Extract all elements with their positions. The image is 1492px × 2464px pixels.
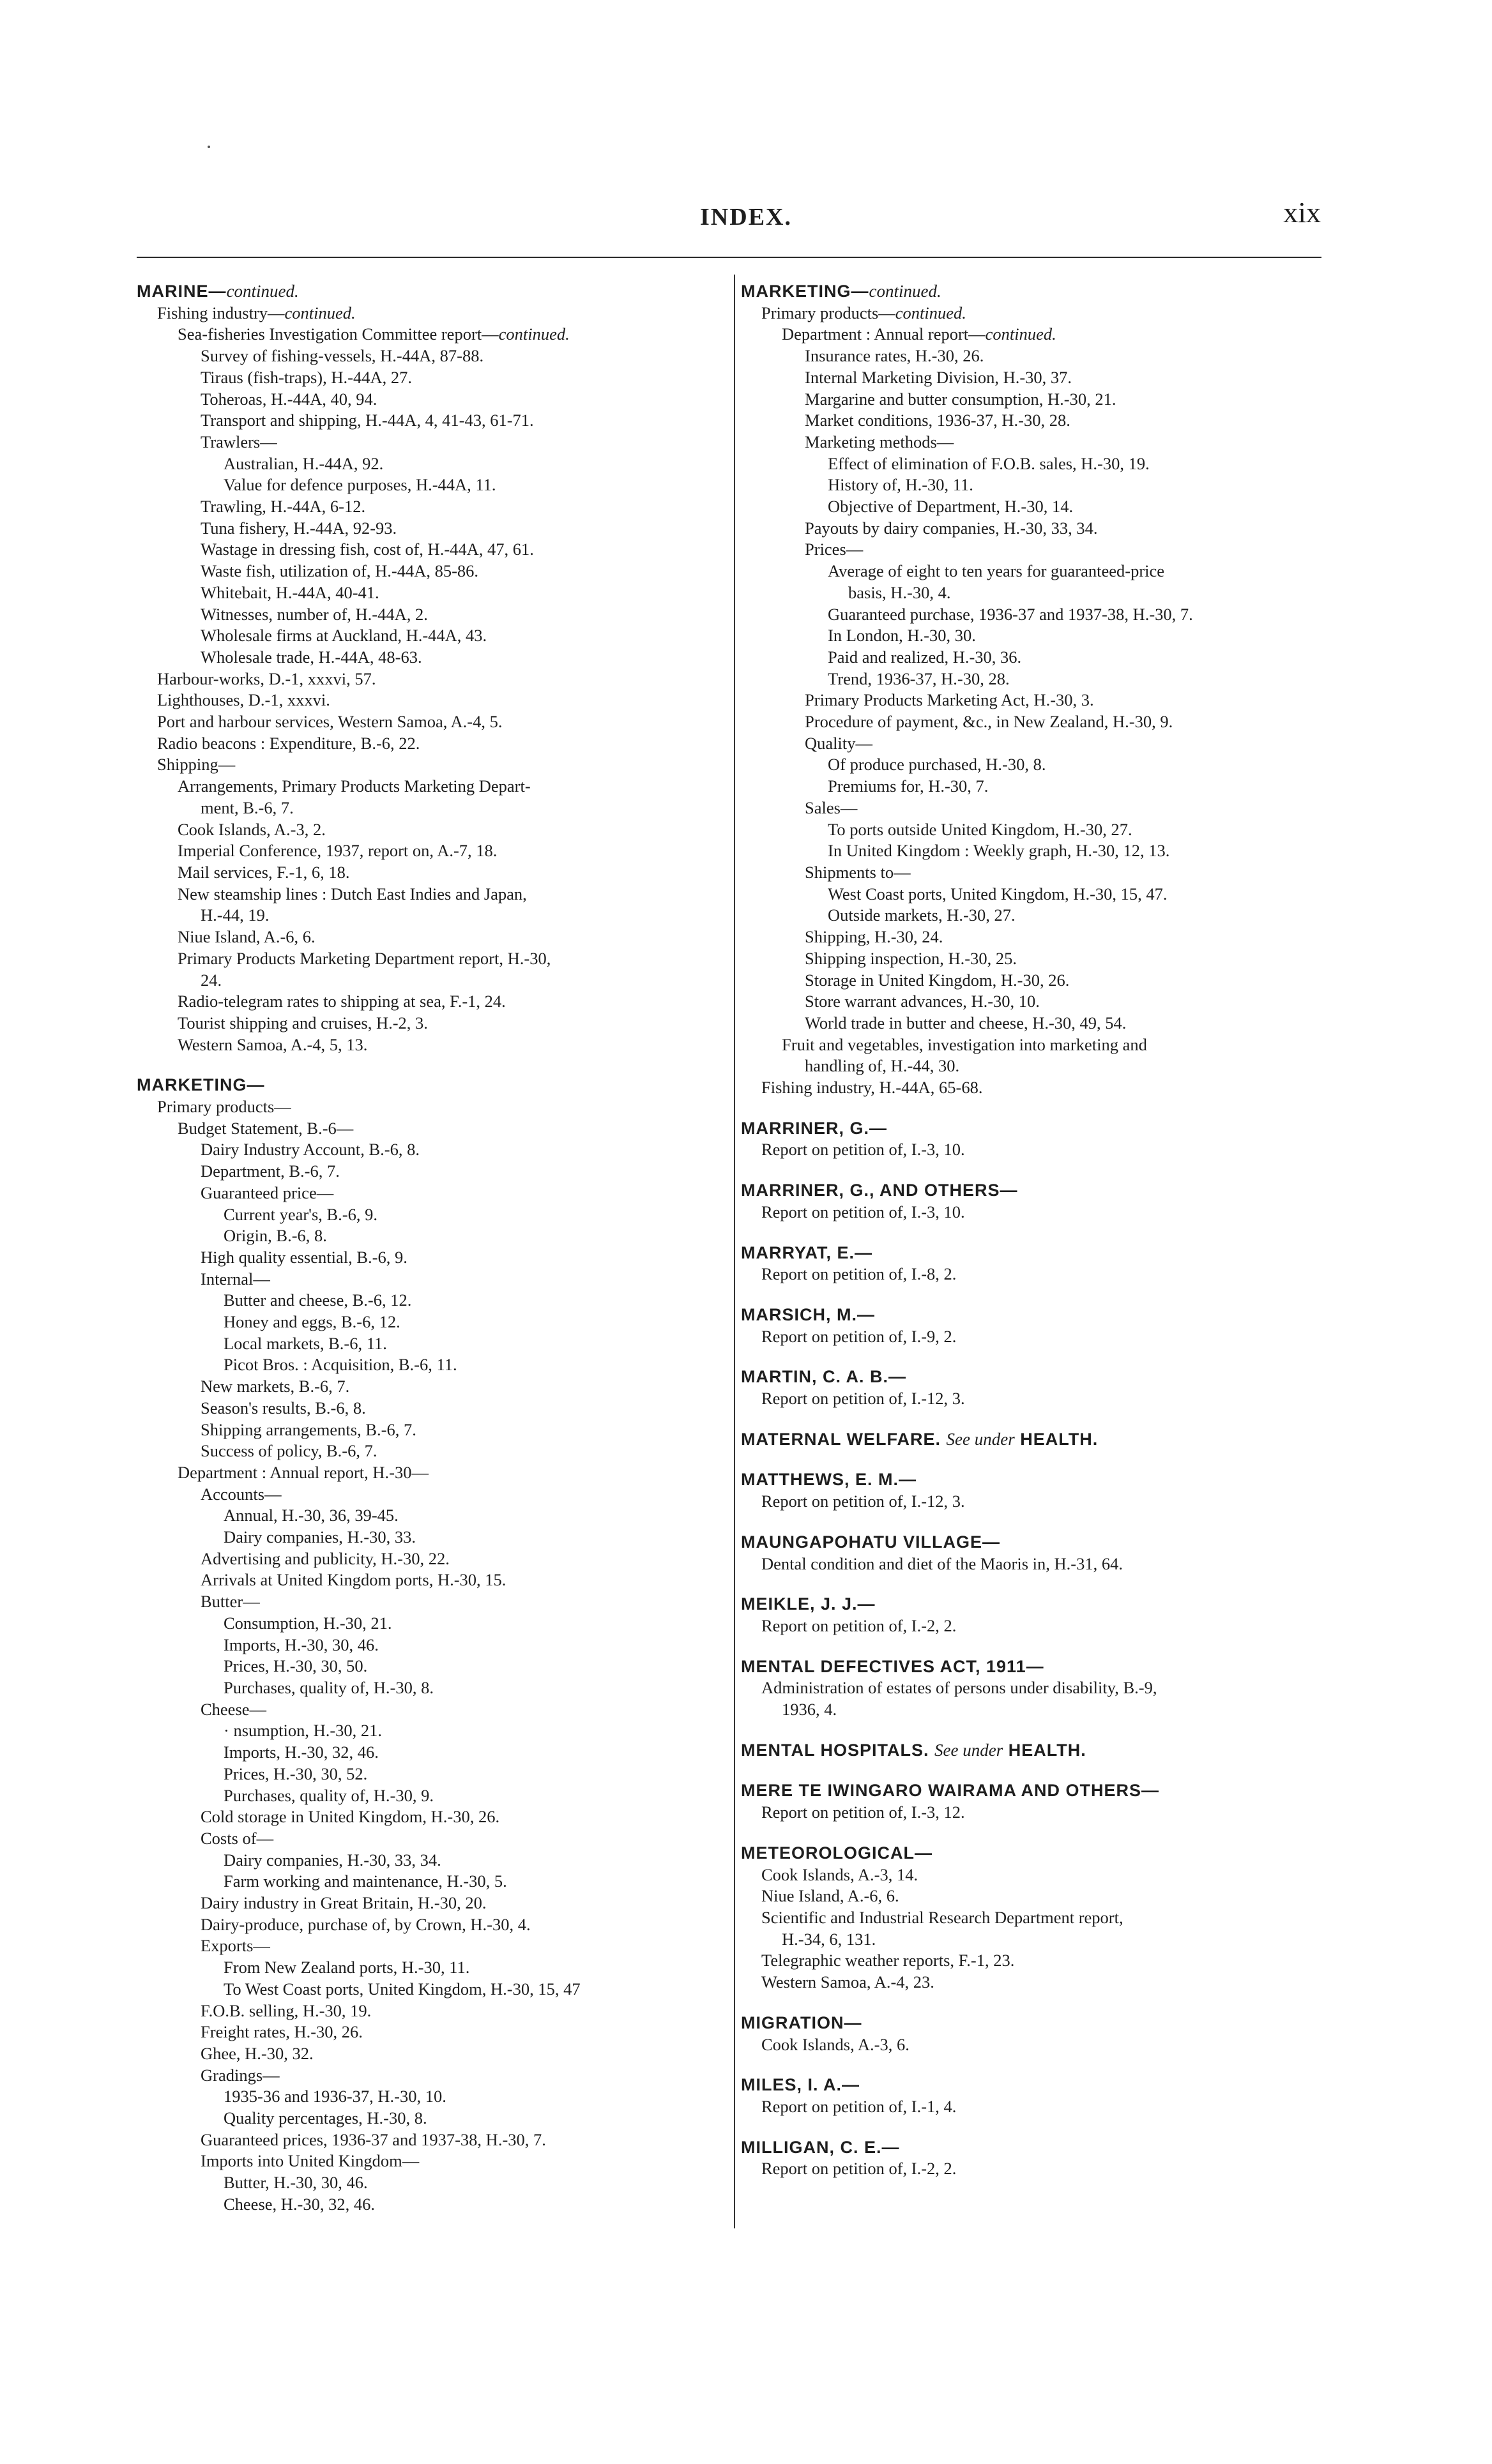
index-entry: Quality— [805, 733, 872, 753]
index-heading: METEOROLOGICAL— [741, 1843, 933, 1863]
index-entry: Purchases, quality of, H.-30, 9. [224, 1785, 434, 1805]
index-heading: MARTIN, C. A. B.— [741, 1367, 906, 1387]
index-entry: Premiums for, H.-30, 7. [828, 776, 989, 796]
index-entry: Honey and eggs, B.-6, 12. [224, 1312, 400, 1332]
index-entry: Administration of estates of persons under disability, B.-9, [761, 1678, 1157, 1698]
index-entry: Butter, H.-30, 30, 46. [224, 2173, 368, 2193]
index-entry: Report on petition of, I.-2, 2. [761, 2159, 957, 2179]
index-heading: MARRINER, G.— [741, 1118, 887, 1138]
index-entry: History of, H.-30, 11. [828, 475, 973, 495]
index-entry: Sea-fisheries Investigation Committee report—continued. [178, 324, 570, 344]
index-entry: · nsumption, H.-30, 21. [224, 1721, 383, 1741]
index-entry: Department, B.-6, 7. [201, 1161, 340, 1181]
index-entry: In United Kingdom : Weekly graph, H.-30, 12, 13. [828, 841, 1170, 861]
index-entry: Annual, H.-30, 36, 39-45. [224, 1506, 399, 1525]
index-entry: In London, H.-30, 30. [828, 626, 976, 646]
index-entry: Effect of elimination of F.O.B. sales, H.-30, 19. [828, 453, 1150, 473]
index-entry: Tiraus (fish-traps), H.-44A, 27. [201, 367, 412, 387]
index-entry: Primary products— [157, 1097, 291, 1117]
index-entry: Storage in United Kingdom, H.-30, 26. [805, 970, 1070, 990]
index-entry: Marketing methods— [805, 432, 954, 451]
index-entry: Sales— [805, 797, 858, 817]
index-entry: Report on petition of, I.-8, 2. [761, 1264, 957, 1284]
index-heading: MAUNGAPOHATU VILLAGE— [741, 1532, 1000, 1552]
index-entry: Fruit and vegetables, investigation into marketing and [782, 1034, 1147, 1054]
index-entry: ment, B.-6, 7. [201, 797, 294, 817]
index-entry: Quality percentages, H.-30, 8. [224, 2108, 427, 2128]
index-entry: Prices, H.-30, 30, 50. [224, 1656, 368, 1676]
index-entry: Niue Island, A.-6, 6. [178, 927, 316, 947]
index-heading: MARKETING—continued. [741, 282, 941, 301]
index-entry: Dairy industry in Great Britain, H.-30, 20. [201, 1893, 487, 1913]
index-entry: Report on petition of, I.-12, 3. [761, 1492, 965, 1511]
index-entry: Cheese, H.-30, 32, 46. [224, 2194, 375, 2214]
index-entry: Trend, 1936-37, H.-30, 28. [828, 669, 1010, 688]
index-heading: MILLIGAN, C. E.— [741, 2137, 900, 2157]
index-entry: Western Samoa, A.-4, 23. [761, 1972, 934, 1992]
index-entry: Fishing industry—continued. [157, 303, 356, 322]
index-entry: Picot Bros. : Acquisition, B.-6, 11. [224, 1355, 457, 1375]
index-entry: Niue Island, A.-6, 6. [761, 1886, 899, 1906]
index-entry: Shipments to— [805, 862, 911, 882]
index-entry: Prices, H.-30, 30, 52. [224, 1764, 368, 1783]
index-entry: Cheese— [201, 1699, 267, 1719]
index-heading: MARSICH, M.— [741, 1304, 875, 1324]
column-divider [734, 275, 735, 2228]
index-heading: MARINE—continued. [137, 282, 299, 301]
index-entry: Arrivals at United Kingdom ports, H.-30, 15. [201, 1570, 506, 1590]
index-entry: Advertising and publicity, H.-30, 22. [201, 1548, 450, 1568]
index-entry: Report on petition of, I.-3, 10. [761, 1202, 965, 1221]
index-entry: Waste fish, utilization of, H.-44A, 85-86. [201, 561, 479, 581]
index-entry: Report on petition of, I.-1, 4. [761, 2096, 957, 2116]
index-entry: West Coast ports, United Kingdom, H.-30, 15, 47. [828, 884, 1168, 903]
index-entry: Wholesale trade, H.-44A, 48-63. [201, 647, 422, 667]
index-entry: Average of eight to ten years for guaranteed-price [828, 561, 1165, 581]
index-entry: High quality essential, B.-6, 9. [201, 1247, 407, 1267]
index-entry: Current year's, B.-6, 9. [224, 1204, 378, 1224]
index-entry: New steamship lines : Dutch East Indies and Japan, [178, 884, 527, 903]
index-heading: MIGRATION— [741, 2013, 862, 2032]
index-entry: Telegraphic weather reports, F.-1, 23. [761, 1951, 1015, 1970]
index-entry: handling of, H.-44, 30. [805, 1056, 960, 1076]
index-entry: From New Zealand ports, H.-30, 11. [224, 1958, 470, 1977]
page-title: INDEX. [700, 204, 792, 231]
index-entry: Shipping— [157, 755, 236, 775]
index-entry: Objective of Department, H.-30, 14. [828, 497, 1074, 517]
index-entry: Whitebait, H.-44A, 40-41. [201, 582, 379, 602]
index-entry: H.-44, 19. [201, 905, 270, 925]
index-entry: Dairy companies, H.-30, 33. [224, 1527, 416, 1547]
index-entry: Costs of— [201, 1828, 274, 1848]
index-entry: Procedure of payment, &c., in New Zealand, H.-30, 9. [805, 712, 1173, 732]
index-entry: Accounts— [201, 1484, 282, 1504]
index-entry: Fishing industry, H.-44A, 65-68. [761, 1078, 983, 1098]
page-number: xix [1283, 196, 1321, 229]
index-entry: Guaranteed price— [201, 1183, 334, 1202]
index-entry: New markets, B.-6, 7. [201, 1377, 350, 1396]
index-entry: Market conditions, 1936-37, H.-30, 28. [805, 411, 1070, 430]
index-entry: Lighthouses, D.-1, xxxvi. [157, 690, 330, 710]
index-entry: To West Coast ports, United Kingdom, H.-30, 15, 47 [224, 1979, 581, 1999]
index-entry: Butter and cheese, B.-6, 12. [224, 1290, 412, 1310]
index-entry: Outside markets, H.-30, 27. [828, 905, 1016, 925]
index-entry: Shipping arrangements, B.-6, 7. [201, 1419, 416, 1439]
index-entry: Dairy-produce, purchase of, by Crown, H.-30, 4. [201, 1914, 531, 1934]
index-entry: 1935-36 and 1936-37, H.-30, 10. [224, 2087, 446, 2106]
index-entry: Gradings— [201, 2065, 280, 2085]
index-entry: Margarine and butter consumption, H.-30, 21. [805, 389, 1116, 409]
index-entry: Value for defence purposes, H.-44A, 11. [224, 475, 496, 495]
index-entry: Report on petition of, I.-9, 2. [761, 1326, 957, 1346]
index-entry: Report on petition of, I.-2, 2. [761, 1615, 957, 1635]
index-entry: Imports, H.-30, 32, 46. [224, 1742, 379, 1762]
index-entry: Wholesale firms at Auckland, H.-44A, 43. [201, 626, 487, 646]
index-entry: Prices— [805, 540, 864, 559]
index-entry: Tourist shipping and cruises, H.-2, 3. [178, 1013, 428, 1032]
index-entry: Trawling, H.-44A, 6-12. [201, 497, 366, 517]
index-entry: 1936, 4. [782, 1700, 837, 1720]
index-entry: Mail services, F.-1, 6, 18. [178, 862, 350, 882]
index-entry: Farm working and maintenance, H.-30, 5. [224, 1871, 507, 1891]
index-entry: Radio-telegram rates to shipping at sea, F.-1, 24. [178, 992, 506, 1011]
index-entry: Transport and shipping, H.-44A, 4, 41-43, 61-71. [201, 411, 534, 430]
index-entry: Dental condition and diet of the Maoris in, H.-31, 64. [761, 1553, 1123, 1573]
index-entry: Payouts by dairy companies, H.-30, 33, 34. [805, 518, 1098, 538]
index-entry: Ghee, H.-30, 32. [201, 2043, 314, 2063]
index-heading: MEIKLE, J. J.— [741, 1594, 876, 1614]
index-entry: Department : Annual report, H.-30— [178, 1462, 429, 1482]
index-entry: World trade in butter and cheese, H.-30, 49, 54. [805, 1013, 1127, 1032]
index-entry: Scientific and Industrial Research Department report, [761, 1908, 1123, 1927]
stray-mark [208, 146, 210, 148]
index-entry: Paid and realized, H.-30, 36. [828, 647, 1022, 667]
index-heading: MARKETING— [137, 1075, 265, 1095]
index-entry: Primary Products Marketing Department report, H.-30, [178, 948, 551, 968]
index-entry: Harbour-works, D.-1, xxxvi, 57. [157, 669, 376, 688]
index-entry: Exports— [201, 1936, 270, 1956]
right-column [741, 281, 1322, 2180]
index-entry: Shipping inspection, H.-30, 25. [805, 948, 1017, 968]
index-entry: Dairy companies, H.-30, 33, 34. [224, 1850, 441, 1870]
index-entry: Internal— [201, 1269, 270, 1289]
index-entry: Report on petition of, I.-3, 12. [761, 1803, 965, 1822]
index-entry: Trawlers— [201, 432, 277, 451]
index-entry: Report on petition of, I.-3, 10. [761, 1140, 965, 1160]
index-heading: MARRINER, G., AND OTHERS— [741, 1181, 1018, 1200]
index-entry: Primary products—continued. [761, 303, 966, 322]
index-entry: Of produce purchased, H.-30, 8. [828, 755, 1046, 775]
index-entry: Season's results, B.-6, 8. [201, 1398, 366, 1417]
index-heading: MENTAL DEFECTIVES ACT, 1911— [741, 1656, 1044, 1676]
index-entry: Arrangements, Primary Products Marketing Depart- [178, 776, 531, 796]
index-entry: Survey of fishing-vessels, H.-44A, 87-88. [201, 346, 484, 366]
left-column [137, 281, 712, 2216]
index-entry: Butter— [201, 1592, 260, 1612]
index-entry: Dairy Industry Account, B.-6, 8. [201, 1140, 420, 1160]
index-entry: Imports into United Kingdom— [201, 2151, 420, 2171]
index-heading: MERE TE IWINGARO WAIRAMA AND OTHERS— [741, 1781, 1159, 1801]
index-entry: Imperial Conference, 1937, report on, A.-7, 18. [178, 841, 498, 861]
index-entry: Cook Islands, A.-3, 2. [178, 819, 326, 839]
index-entry: Cook Islands, A.-3, 14. [761, 1864, 918, 1884]
index-heading: MILES, I. A.— [741, 2075, 860, 2095]
index-entry: Witnesses, number of, H.-44A, 2. [201, 604, 428, 624]
index-entry: Toheroas, H.-44A, 40, 94. [201, 389, 377, 409]
index-entry: Radio beacons : Expenditure, B.-6, 22. [157, 733, 420, 753]
index-entry: Insurance rates, H.-30, 26. [805, 346, 984, 366]
index-entry: Consumption, H.-30, 21. [224, 1613, 392, 1633]
index-heading: MATTHEWS, E. M.— [741, 1470, 917, 1490]
index-entry: F.O.B. selling, H.-30, 19. [201, 2000, 372, 2020]
index-entry: Success of policy, B.-6, 7. [201, 1441, 377, 1461]
index-entry: 24. [201, 970, 222, 990]
index-heading: MARRYAT, E.— [741, 1243, 873, 1262]
index-entry: Internal Marketing Division, H.-30, 37. [805, 367, 1072, 387]
index-heading: MENTAL HOSPITALS. See under HEALTH. [741, 1740, 1086, 1760]
index-entry: Store warrant advances, H.-30, 10. [805, 992, 1040, 1011]
index-entry: Western Samoa, A.-4, 5, 13. [178, 1034, 368, 1054]
index-entry: Imports, H.-30, 30, 46. [224, 1635, 379, 1654]
index-entry: Port and harbour services, Western Samoa, A.-4, 5. [157, 712, 503, 732]
index-entry: Cook Islands, A.-3, 6. [761, 2034, 910, 2054]
header-rule [137, 257, 1321, 258]
index-entry: Cold storage in United Kingdom, H.-30, 26. [201, 1807, 500, 1827]
index-entry: Budget Statement, B.-6— [178, 1118, 354, 1138]
index-entry: basis, H.-30, 4. [848, 582, 951, 602]
index-entry: To ports outside United Kingdom, H.-30, 27. [828, 819, 1132, 839]
index-entry: Report on petition of, I.-12, 3. [761, 1389, 965, 1409]
index-entry: Shipping, H.-30, 24. [805, 927, 943, 947]
index-heading: MATERNAL WELFARE. See under HEALTH. [741, 1429, 1099, 1449]
index-entry: Department : Annual report—continued. [782, 324, 1056, 344]
index-entry: Guaranteed prices, 1936-37 and 1937-38, H.-30, 7. [201, 2129, 546, 2149]
index-entry: Local markets, B.-6, 11. [224, 1333, 387, 1353]
index-entry: Tuna fishery, H.-44A, 92-93. [201, 518, 397, 538]
index-entry: H.-34, 6, 131. [782, 1929, 876, 1949]
index-entry: Guaranteed purchase, 1936-37 and 1937-38, H.-30, 7. [828, 604, 1193, 624]
page-header [0, 192, 1492, 243]
index-entry: Primary Products Marketing Act, H.-30, 3. [805, 690, 1094, 710]
index-entry: Origin, B.-6, 8. [224, 1226, 327, 1246]
index-entry: Purchases, quality of, H.-30, 8. [224, 1678, 434, 1697]
index-entry: Australian, H.-44A, 92. [224, 453, 384, 473]
index-entry: Wastage in dressing fish, cost of, H.-44A, 47, 61. [201, 540, 534, 559]
index-entry: Freight rates, H.-30, 26. [201, 2022, 363, 2042]
